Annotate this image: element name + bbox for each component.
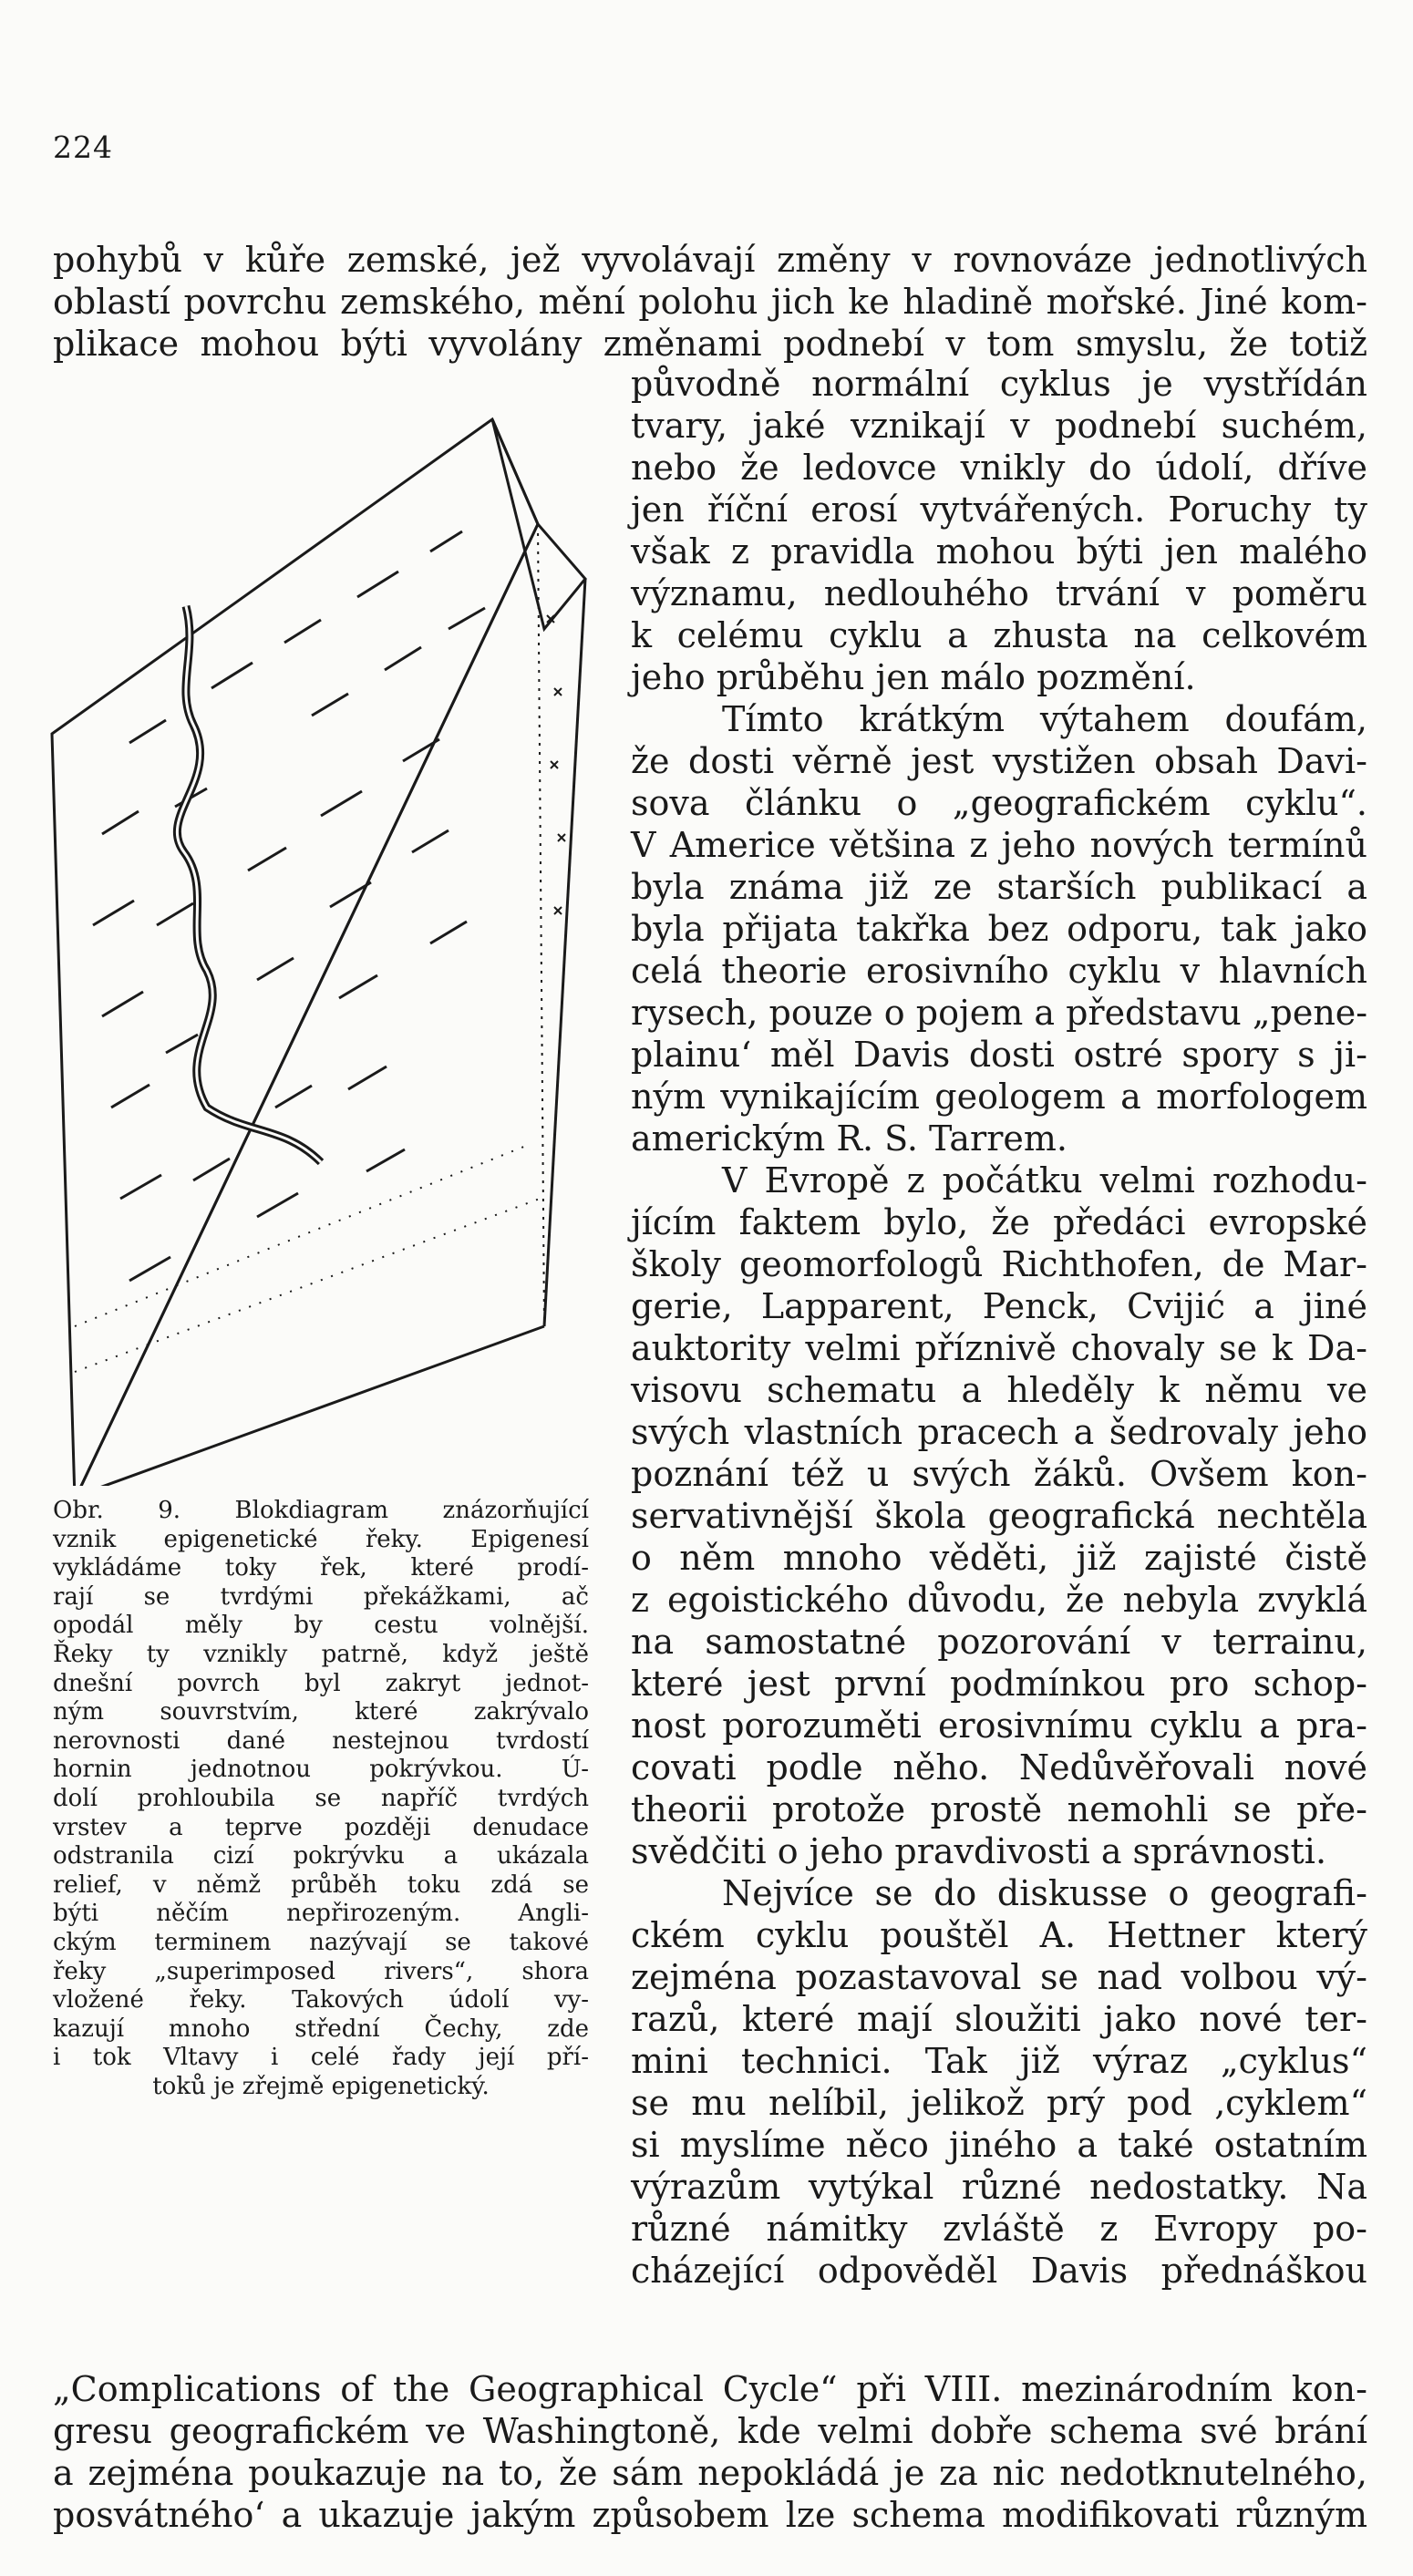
text-line: nebo že ledovce vnikly do údolí, dříve — [631, 448, 1367, 488]
text-line: svých vlastních pracech a šedrovaly jeho — [631, 1412, 1367, 1452]
text-line: plainu‘ měl Davis dosti ostré spory s ji- — [631, 1035, 1367, 1075]
text-line: rysech, pouze o pojem a představu „pene- — [631, 993, 1368, 1033]
text-line: že dosti věrně jest vystižen obsah Davi- — [631, 741, 1367, 781]
text-line: různé námitky zvláště z Evropy po- — [631, 2209, 1367, 2249]
page-number: 224 — [53, 129, 113, 165]
caption-line: Obr. 9. Blokdiagram znázorňující — [53, 1497, 589, 1524]
caption-line: hornin jednotnou pokrývkou. Ú- — [53, 1756, 589, 1784]
text-line: auktority velmi příznivě chovaly se k Da- — [631, 1328, 1367, 1368]
text-line: gresu geografickém ve Washingtoně, kde velmi dobře schema své brání — [53, 2411, 1367, 2451]
text-line: posvátného‘ a ukazuje jakým způsobem lze schema modifikovati různým — [53, 2495, 1367, 2535]
caption-line: kazují mnoho střední Čechy, zde — [53, 2014, 589, 2043]
caption-line: vrstev a teprve později denudace — [53, 1813, 589, 1841]
text-line: ným vynikajícím geologem a morfologem — [631, 1077, 1367, 1117]
caption-line: i tok Vltavy i celé řady její pří- — [53, 2044, 589, 2072]
text-line: původně normální cyklus je vystřídán — [631, 364, 1367, 404]
text-line: V Evropě z počátku velmi rozhodu- — [722, 1160, 1367, 1200]
block-diagram-figure — [47, 415, 594, 1486]
bottom-paragraph — [53, 2368, 1367, 2536]
text-line: se mu nelíbil, jelikož prý pod ‚cyklem“ — [631, 2083, 1367, 2123]
caption-line: rají se tvrdými překážkami, ač — [53, 1582, 589, 1611]
text-line: byla přijata takřka bez odporu, tak jako — [631, 909, 1367, 949]
text-line: které jest první podmínkou pro schop- — [631, 1664, 1367, 1704]
text-line: však z pravidla mohou býti jen malého — [631, 531, 1367, 572]
caption-line: řeky „superimposed rivers“, shora — [53, 1957, 589, 1985]
text-line: jícím faktem bylo, že předáci evropské — [631, 1202, 1367, 1242]
text-line: o něm mnoho věděti, již zajisté čistě — [631, 1538, 1367, 1578]
caption-line: býti něčím nepřirozeným. Angli- — [53, 1900, 589, 1928]
text-line: pohybů v kůře zemské, jež vyvolávají změny v rovnováze jednotlivých — [53, 240, 1367, 280]
text-line: významu, nedlouhého trvání v poměru — [631, 573, 1367, 613]
text-line: celá theorie erosivního cyklu v hlavních — [631, 951, 1367, 991]
text-line: gerie, Lapparent, Penck, Cvijić a jiné — [631, 1286, 1367, 1326]
text-line: oblastí povrchu zemského, mění polohu jich ke hladině mořské. Jiné kom- — [53, 282, 1367, 322]
text-line: visovu schematu a hleděly k němu ve — [631, 1370, 1367, 1410]
text-line: nost porozuměti erosivnímu cyklu a pra- — [631, 1705, 1367, 1746]
caption-line: ným souvrstvím, které zakrývalo — [53, 1698, 589, 1726]
text-line: Nejvíce se do diskusse o geografi- — [722, 1873, 1367, 1913]
text-line: mini technici. Tak již výraz „cyklus“ — [631, 2041, 1367, 2081]
text-line: plikace mohou býti vyvolány změnami podnebí v tom smyslu, že totiž — [53, 324, 1367, 364]
text-line: V Americe většina z jeho nových termínů — [631, 825, 1367, 865]
caption-line: dnešní povrch byl zakryt jednot- — [53, 1669, 589, 1697]
text-line: zejména pozastavoval se nad volbou vý- — [631, 1957, 1367, 1997]
text-line: a zejména poukazuje na to, že sám nepokládá je za nic nedotknutelného, — [53, 2453, 1367, 2493]
text-line: servativnější škola geografická nechtěla — [631, 1496, 1367, 1536]
caption-line: dolí prohloubila se napříč tvrdých — [53, 1784, 589, 1812]
caption-line: vložené řeky. Takových údolí vy- — [53, 1986, 589, 2014]
text-line: jen říční erosí vytvářených. Poruchy ty — [631, 489, 1367, 530]
caption-line: opodál měly by cestu volnější. — [53, 1612, 589, 1640]
text-line: cházející odpověděl Davis přednáškou — [631, 2251, 1367, 2291]
text-line: na samostatné pozorování v terrainu, — [631, 1622, 1367, 1662]
text-line: výrazům vytýkal různé nedostatky. Na — [631, 2167, 1367, 2207]
text-line: tvary, jaké vznikají v podnebí suchém, — [631, 406, 1367, 446]
text-line: ckém cyklu pouštěl A. Hettner který — [631, 1915, 1367, 1955]
text-line: Tímto krátkým výtahem doufám, — [722, 699, 1367, 739]
text-line: z egoistického důvodu, že nebyla zvyklá — [631, 1580, 1367, 1620]
text-line: si myslíme něco jiného a také ostatním — [631, 2125, 1367, 2165]
text-line: covati podle něho. Nedůvěřovali nové — [631, 1747, 1367, 1788]
caption-line: vykládáme toky řek, které prodí- — [53, 1554, 589, 1582]
caption-line: odstranila cizí pokrývku a ukázala — [53, 1842, 589, 1870]
text-line: jeho průběhu jen málo pozmění. — [631, 657, 1196, 697]
diagram-top-surface — [52, 419, 538, 1486]
caption-line: relief, v němž průběh toku zdá se — [53, 1870, 589, 1899]
text-line: poznání též u svých žáků. Ovšem kon- — [631, 1454, 1367, 1494]
text-line: školy geomorfologů Richthofen, de Mar- — [631, 1244, 1367, 1284]
text-line: razů, které mají sloužiti jako nové ter- — [631, 1999, 1367, 2039]
river-valley — [177, 606, 321, 1162]
text-line: „Complications of the Geographical Cycle“ při VIII. mezinárodním kon- — [53, 2369, 1367, 2409]
caption-line: toků je zřejmě epigenetický. — [152, 2072, 490, 2100]
caption-line: Řeky ty vznikly patrně, když ještě — [53, 1640, 589, 1668]
text-line: theorii protože prostě nemohli se pře- — [631, 1789, 1367, 1829]
text-line: byla známa již ze starších publikací a — [631, 867, 1367, 907]
text-line: sova článku o „geografickém cyklu“. — [631, 783, 1367, 823]
text-line: k celému cyklu a zhusta na celkovém — [631, 615, 1367, 655]
right-column — [631, 363, 1367, 2292]
caption-line: ckým terminem nazývají se takové — [53, 1928, 589, 1956]
top-paragraph — [53, 239, 1367, 365]
caption-line: vznik epigenetické řeky. Epigenesí — [53, 1525, 589, 1553]
text-line: americkým R. S. Tarrem. — [631, 1118, 1067, 1159]
caption-line: nerovnosti dané nestejnou tvrdostí — [53, 1726, 589, 1755]
figure-caption — [53, 1497, 589, 2101]
text-line: svědčiti o jeho pravdivosti a správnosti. — [631, 1831, 1327, 1871]
